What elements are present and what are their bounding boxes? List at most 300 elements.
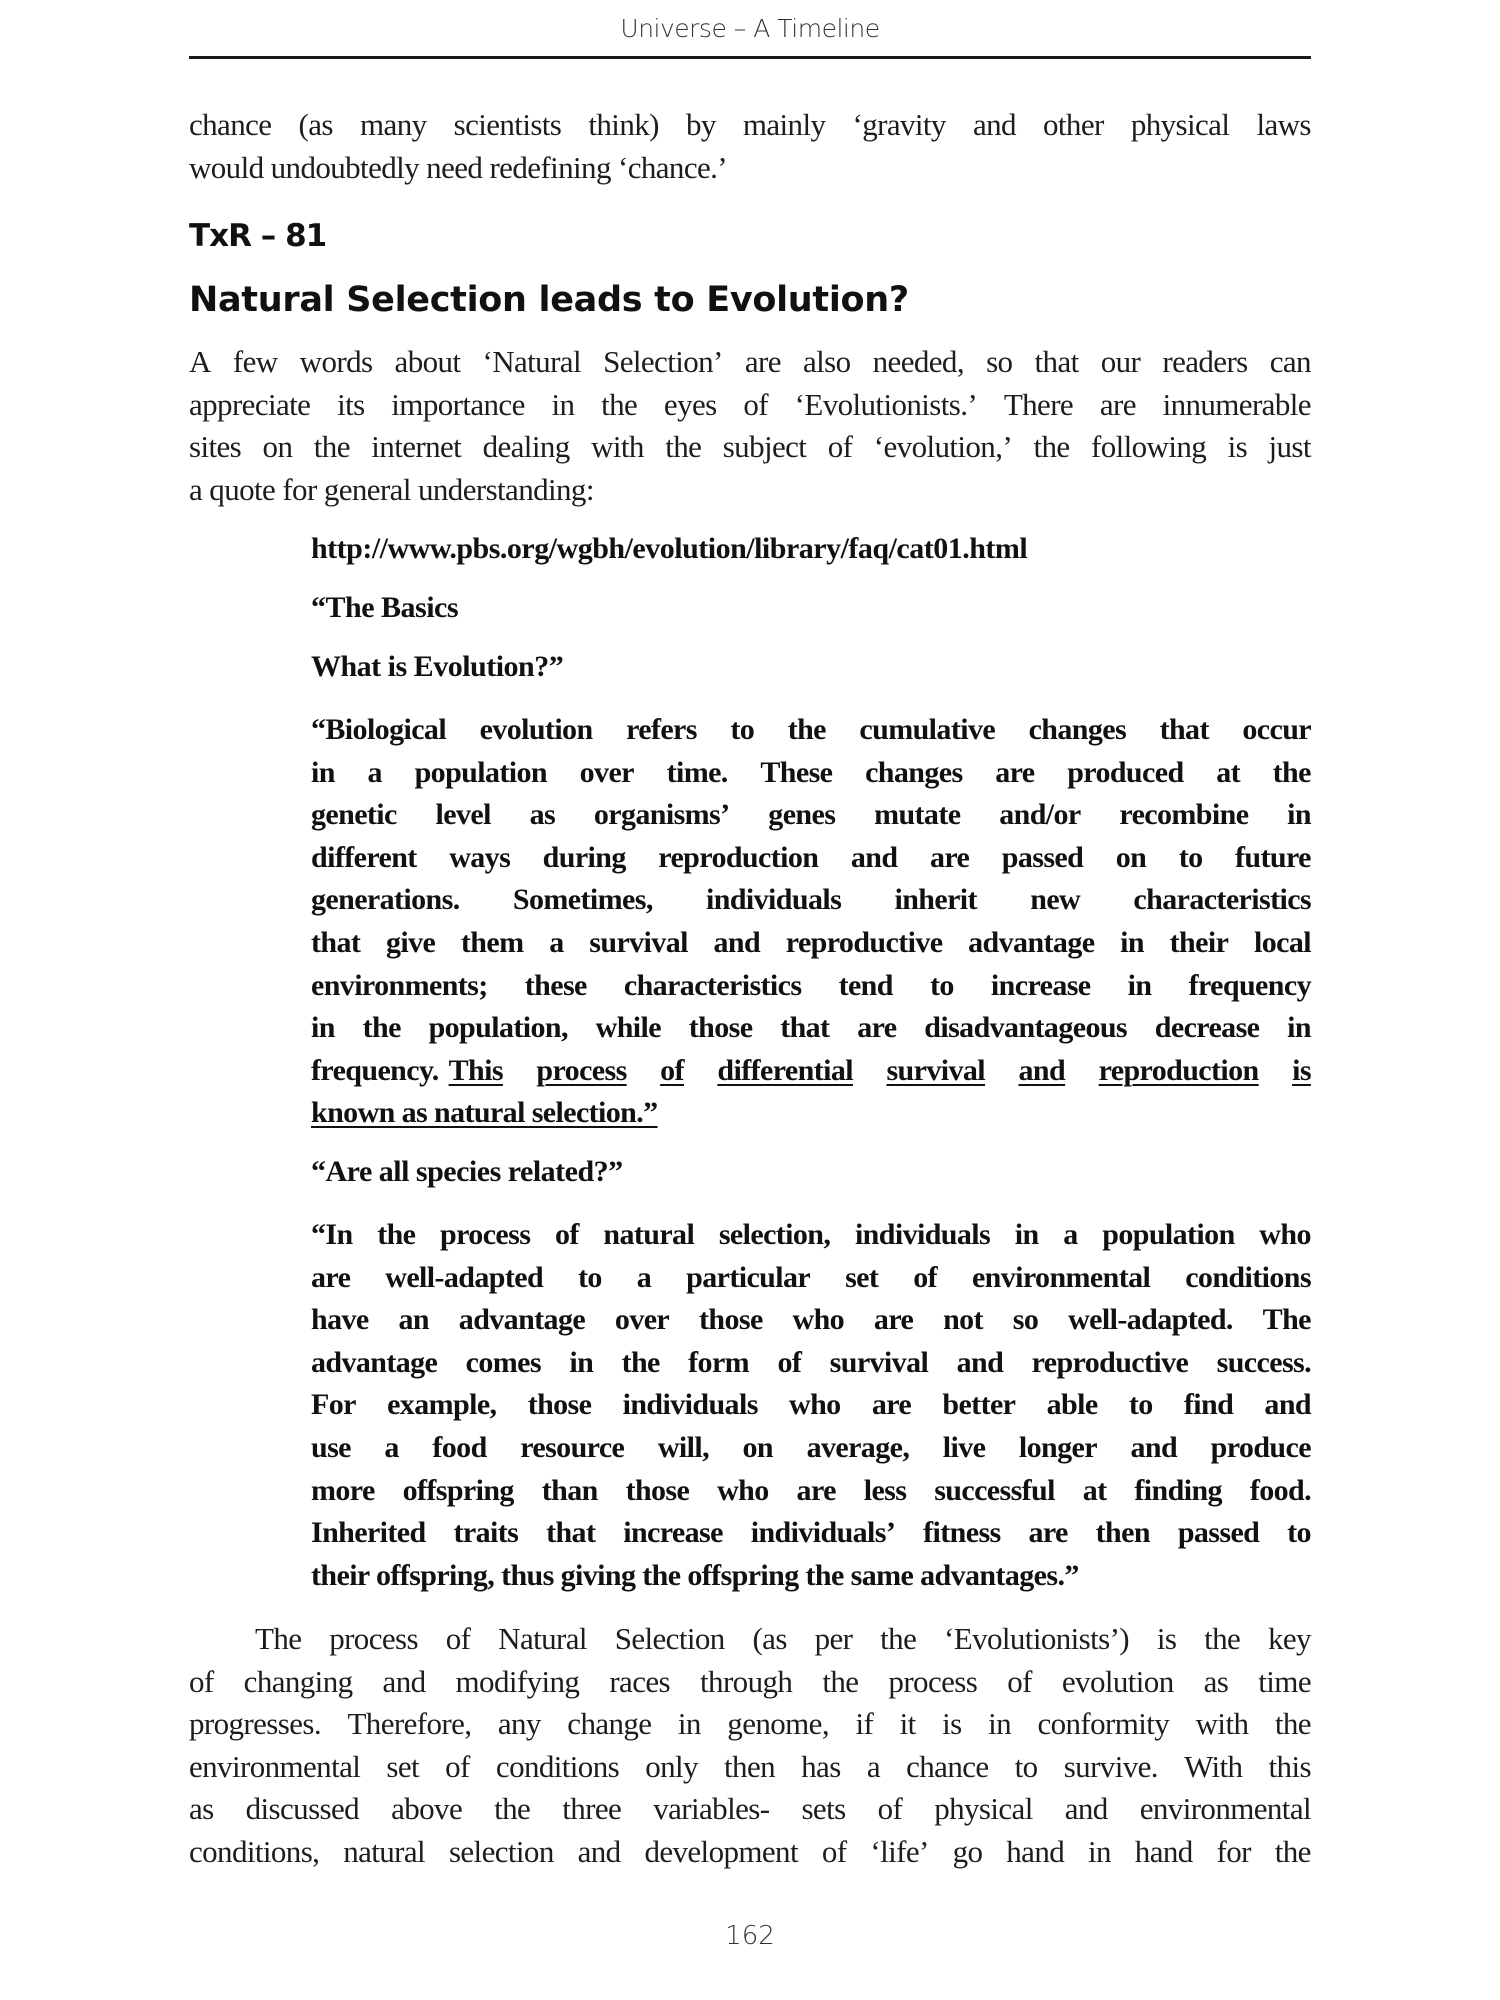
word: are bbox=[929, 840, 970, 874]
word: as bbox=[1203, 1663, 1229, 1699]
word: increase bbox=[623, 1516, 723, 1550]
word: traits bbox=[453, 1516, 519, 1550]
quote-heading-what-is-evolution: What is Evolution?” bbox=[311, 650, 564, 683]
word: the bbox=[313, 429, 350, 465]
word: modifying bbox=[455, 1663, 580, 1699]
word: ‘life’ bbox=[870, 1833, 929, 1869]
word: sites bbox=[189, 429, 242, 465]
word: evolution bbox=[479, 713, 593, 746]
word: and bbox=[1018, 1053, 1066, 1087]
word: sets bbox=[801, 1791, 846, 1827]
quote-heading-species-related: “Are all species related?” bbox=[311, 1155, 623, 1188]
word: in bbox=[1120, 925, 1144, 959]
word: has bbox=[801, 1748, 841, 1784]
word: Sometimes, bbox=[512, 883, 653, 917]
word: natural bbox=[343, 1833, 426, 1869]
word: refers bbox=[626, 713, 697, 746]
word: to bbox=[929, 968, 954, 1002]
word: and bbox=[1264, 1388, 1311, 1422]
word: successful bbox=[934, 1473, 1055, 1507]
word: while bbox=[595, 1011, 661, 1045]
word: also bbox=[803, 344, 851, 379]
word: who bbox=[717, 1473, 769, 1507]
word: the bbox=[362, 1011, 401, 1045]
word: new bbox=[1030, 883, 1081, 917]
word: The bbox=[255, 1621, 302, 1656]
word: as bbox=[189, 1791, 214, 1827]
word: the bbox=[1272, 755, 1311, 789]
word: in bbox=[1127, 968, 1152, 1002]
word: as bbox=[529, 798, 556, 832]
word: to bbox=[1128, 1388, 1153, 1422]
word: innumerable bbox=[1162, 386, 1311, 422]
word: natural bbox=[603, 1218, 695, 1251]
word: is bbox=[1227, 429, 1248, 465]
word: genes bbox=[768, 798, 836, 832]
word: races bbox=[609, 1663, 670, 1699]
word: at bbox=[1082, 1473, 1107, 1507]
word: form bbox=[688, 1345, 750, 1379]
word: decrease bbox=[1154, 1011, 1260, 1045]
quote-line bbox=[311, 1214, 1311, 1257]
word: ways bbox=[449, 840, 511, 874]
word: of bbox=[445, 1621, 471, 1656]
word: advantage bbox=[968, 925, 1095, 959]
word: the bbox=[880, 1621, 917, 1656]
word: are bbox=[1028, 1516, 1068, 1550]
word: passed bbox=[1177, 1516, 1260, 1550]
word: the bbox=[665, 429, 702, 465]
word: process bbox=[440, 1218, 531, 1251]
word: advantage bbox=[458, 1303, 586, 1337]
word: those bbox=[527, 1388, 592, 1422]
word: are bbox=[871, 1388, 912, 1422]
word: on bbox=[1115, 840, 1147, 874]
word: appreciate bbox=[189, 386, 311, 422]
word: more bbox=[311, 1473, 375, 1507]
word: give bbox=[385, 925, 436, 959]
word: time bbox=[1258, 1663, 1311, 1699]
word: a bbox=[367, 755, 382, 789]
word: in bbox=[311, 755, 335, 789]
word: frequency bbox=[1188, 968, 1311, 1002]
word: and bbox=[577, 1833, 621, 1869]
word: an bbox=[398, 1303, 429, 1337]
word: ‘evolution,’ bbox=[873, 429, 1013, 465]
quote-line bbox=[311, 794, 1311, 837]
word: comes bbox=[465, 1345, 541, 1379]
word: any bbox=[497, 1706, 541, 1742]
word: The bbox=[1262, 1303, 1311, 1337]
word: laws bbox=[1256, 107, 1311, 142]
word: set bbox=[845, 1260, 879, 1294]
word: a bbox=[549, 925, 564, 959]
quote-line bbox=[311, 1007, 1311, 1050]
word: population bbox=[414, 755, 547, 789]
source-url: http://www.pbs.org/wgbh/evolution/library/faq/cat01.html bbox=[311, 532, 1028, 565]
word: and bbox=[1064, 1791, 1108, 1827]
word: For bbox=[311, 1388, 356, 1422]
word: of bbox=[743, 386, 768, 422]
word: so bbox=[986, 344, 1013, 379]
word: Therefore, bbox=[347, 1706, 472, 1742]
word: them bbox=[460, 925, 524, 959]
word: of bbox=[554, 1218, 579, 1251]
word: change bbox=[567, 1706, 652, 1742]
word: many bbox=[360, 107, 427, 142]
word: conditions bbox=[1185, 1260, 1311, 1294]
word: conditions bbox=[495, 1748, 620, 1784]
word: are bbox=[311, 1260, 351, 1294]
word: population bbox=[1102, 1218, 1235, 1251]
word: and bbox=[713, 925, 761, 959]
word: of bbox=[445, 1748, 470, 1784]
word: There bbox=[1003, 386, 1074, 422]
word: on bbox=[262, 429, 293, 465]
word: and bbox=[850, 840, 898, 874]
word: who bbox=[792, 1303, 845, 1337]
word: This bbox=[448, 1053, 503, 1087]
underlined-emphasis: known as natural selection.” bbox=[311, 1096, 658, 1130]
word: resource bbox=[520, 1430, 625, 1464]
word: with bbox=[1195, 1706, 1249, 1742]
word: for bbox=[1216, 1833, 1251, 1869]
word: longer bbox=[1018, 1430, 1097, 1464]
word: is bbox=[1292, 1053, 1311, 1087]
word: process bbox=[888, 1663, 978, 1699]
word: other bbox=[1043, 107, 1104, 142]
word: the bbox=[1274, 1833, 1311, 1869]
word: finding bbox=[1134, 1473, 1222, 1507]
word: ‘gravity bbox=[852, 107, 946, 142]
word: advantage bbox=[311, 1345, 438, 1379]
word: the bbox=[1204, 1621, 1241, 1656]
word: that bbox=[1159, 713, 1209, 746]
page-number: 162 bbox=[725, 1921, 775, 1951]
word: survival bbox=[589, 925, 688, 959]
continuation-paragraph bbox=[189, 104, 1311, 189]
word: environmental bbox=[971, 1260, 1151, 1294]
word: scientists bbox=[453, 107, 562, 142]
word: example, bbox=[387, 1388, 497, 1422]
word: words bbox=[299, 344, 373, 379]
word: that bbox=[546, 1516, 596, 1550]
word: “In bbox=[311, 1218, 353, 1251]
word: less bbox=[863, 1473, 907, 1507]
word: through bbox=[700, 1663, 793, 1699]
word: readers bbox=[1162, 344, 1248, 379]
word: food bbox=[432, 1430, 487, 1464]
word: the bbox=[1274, 1706, 1311, 1742]
quote-line bbox=[311, 837, 1311, 880]
quote-line bbox=[311, 1257, 1311, 1300]
header-rule bbox=[189, 56, 1311, 59]
word: individuals bbox=[854, 1218, 991, 1251]
word: hand bbox=[1134, 1833, 1193, 1869]
word: (as bbox=[298, 107, 333, 142]
word: of bbox=[913, 1260, 937, 1294]
word: mutate bbox=[874, 798, 961, 832]
word: characteristics bbox=[1133, 883, 1311, 917]
word: genome, bbox=[727, 1706, 829, 1742]
word: needed, bbox=[872, 344, 964, 379]
word: can bbox=[1269, 344, 1311, 379]
word: a bbox=[384, 1430, 399, 1464]
word: find bbox=[1183, 1388, 1234, 1422]
word: those bbox=[699, 1303, 763, 1337]
word: different bbox=[311, 840, 417, 874]
text-line: would undoubtedly need redefining ‘chance.’ bbox=[189, 149, 728, 185]
word: a bbox=[866, 1748, 880, 1784]
intro-paragraph bbox=[189, 341, 1311, 511]
word: selection bbox=[448, 1833, 554, 1869]
word: variables- bbox=[653, 1791, 770, 1827]
word: environments; bbox=[311, 968, 488, 1002]
word: and bbox=[1130, 1430, 1178, 1464]
word: time. bbox=[666, 755, 728, 789]
word: over bbox=[579, 755, 634, 789]
word: offspring bbox=[402, 1473, 514, 1507]
word: generations. bbox=[311, 883, 460, 917]
word: changing bbox=[243, 1663, 353, 1699]
word: success. bbox=[1216, 1345, 1311, 1379]
word: who bbox=[789, 1388, 841, 1422]
word: are bbox=[744, 344, 781, 379]
word: dealing bbox=[482, 429, 570, 465]
word: (as bbox=[752, 1621, 787, 1656]
quote-paragraph-1 bbox=[311, 709, 1311, 1135]
word: particular bbox=[686, 1260, 811, 1294]
word: individuals bbox=[706, 883, 842, 917]
closing-paragraph bbox=[189, 1618, 1311, 1874]
quote-line bbox=[311, 1384, 1311, 1427]
section-code: TxR – 81 bbox=[189, 218, 327, 254]
text-line bbox=[189, 1661, 1311, 1704]
section-title: Natural Selection leads to Evolution? bbox=[189, 280, 909, 320]
word: to bbox=[730, 713, 755, 746]
word: are bbox=[995, 755, 1035, 789]
word: of bbox=[827, 429, 853, 465]
word: to bbox=[578, 1260, 602, 1294]
word: will, bbox=[657, 1430, 709, 1464]
text-line bbox=[189, 1703, 1311, 1746]
word: is bbox=[942, 1706, 962, 1742]
word: genetic bbox=[311, 798, 397, 832]
word: about bbox=[394, 344, 461, 379]
word: to bbox=[1178, 840, 1203, 874]
text-line: a quote for general understanding: bbox=[189, 471, 594, 507]
word: evolution bbox=[1061, 1663, 1174, 1699]
word: importance bbox=[391, 386, 525, 422]
word: individuals’ bbox=[750, 1516, 896, 1550]
word: With bbox=[1184, 1748, 1243, 1784]
text-line bbox=[189, 1788, 1311, 1831]
word: our bbox=[1100, 344, 1141, 379]
quote-line bbox=[311, 1299, 1311, 1342]
word: use bbox=[311, 1430, 351, 1464]
word: key bbox=[1267, 1621, 1311, 1656]
word: “Biological bbox=[311, 713, 447, 746]
word: environmental bbox=[189, 1748, 361, 1784]
word: in bbox=[1287, 1011, 1311, 1045]
word: able bbox=[1046, 1388, 1098, 1422]
quote-line: their offspring, thus giving the offspring the same advantages.” bbox=[311, 1558, 1079, 1592]
word: and bbox=[972, 107, 1016, 142]
word: disadvantageous bbox=[924, 1011, 1128, 1045]
word: its bbox=[337, 386, 365, 422]
word: in bbox=[551, 386, 575, 422]
word: selection, bbox=[718, 1218, 831, 1251]
word: changes bbox=[1028, 713, 1127, 746]
word: these bbox=[524, 968, 587, 1002]
word: These bbox=[760, 755, 833, 789]
word: internet bbox=[371, 429, 462, 465]
word: process bbox=[536, 1053, 627, 1087]
word: reproduction bbox=[658, 840, 819, 874]
word: and/or bbox=[999, 798, 1081, 832]
word: then bbox=[1095, 1516, 1150, 1550]
word: average, bbox=[806, 1430, 910, 1464]
word: chance bbox=[189, 107, 272, 142]
word: mainly bbox=[742, 107, 826, 142]
word: survival bbox=[886, 1053, 986, 1087]
word: with bbox=[591, 429, 644, 465]
word: development bbox=[644, 1833, 798, 1869]
word: in bbox=[1014, 1218, 1039, 1251]
word: at bbox=[1216, 755, 1240, 789]
word: Natural bbox=[498, 1621, 587, 1656]
text-line bbox=[189, 1618, 1311, 1661]
word: think) bbox=[588, 107, 659, 142]
word: tend bbox=[838, 968, 893, 1002]
word: are bbox=[796, 1473, 836, 1507]
word: reproductive bbox=[1031, 1345, 1189, 1379]
word: have bbox=[311, 1303, 369, 1337]
quote-line bbox=[311, 1427, 1311, 1470]
word: subject bbox=[722, 429, 807, 465]
quote-line bbox=[311, 1470, 1311, 1513]
word: future bbox=[1235, 840, 1311, 874]
word: this bbox=[1268, 1748, 1311, 1784]
word: and bbox=[956, 1345, 1004, 1379]
text-line bbox=[189, 341, 1311, 384]
word: environmental bbox=[1139, 1791, 1311, 1827]
word: than bbox=[541, 1473, 598, 1507]
word: only bbox=[645, 1748, 698, 1784]
running-head: Universe – A Timeline bbox=[620, 14, 880, 43]
word: discussed bbox=[245, 1791, 360, 1827]
word: A bbox=[189, 344, 211, 379]
word: survival bbox=[829, 1345, 929, 1379]
word: of bbox=[189, 1663, 214, 1699]
word: the bbox=[621, 1345, 660, 1379]
quote-heading-basics: “The Basics bbox=[311, 591, 459, 624]
quote-line bbox=[311, 1512, 1311, 1555]
word: Selection’ bbox=[603, 344, 723, 379]
word: that bbox=[311, 925, 361, 959]
word: to bbox=[1287, 1516, 1311, 1550]
word: in bbox=[311, 1011, 335, 1045]
word: following bbox=[1091, 429, 1207, 465]
word: fitness bbox=[923, 1516, 1001, 1550]
word: the bbox=[377, 1218, 416, 1251]
word: ‘Natural bbox=[482, 344, 581, 379]
word: on bbox=[742, 1430, 774, 1464]
word: recombine bbox=[1119, 798, 1249, 832]
word: the bbox=[787, 713, 826, 746]
word: population, bbox=[428, 1011, 568, 1045]
word: produced bbox=[1067, 755, 1184, 789]
word: reproductive bbox=[785, 925, 943, 959]
word: reproduction bbox=[1098, 1053, 1259, 1087]
word: the bbox=[601, 386, 638, 422]
text-line bbox=[189, 426, 1311, 469]
word: physical bbox=[934, 1791, 1033, 1827]
word: individuals bbox=[622, 1388, 758, 1422]
word: set bbox=[386, 1748, 420, 1784]
word: Inherited bbox=[311, 1516, 426, 1550]
word: a bbox=[636, 1260, 652, 1294]
word: the bbox=[1033, 429, 1070, 465]
word: characteristics bbox=[623, 968, 802, 1002]
word: live bbox=[942, 1430, 986, 1464]
word: increase bbox=[990, 968, 1091, 1002]
word: of bbox=[1007, 1663, 1032, 1699]
quote-line bbox=[311, 1092, 1311, 1135]
word: in bbox=[677, 1706, 701, 1742]
word: local bbox=[1253, 925, 1311, 959]
quote-line bbox=[311, 879, 1311, 922]
word: well-adapted bbox=[385, 1260, 544, 1294]
word: well-adapted. bbox=[1068, 1303, 1233, 1337]
word: physical bbox=[1130, 107, 1230, 142]
word: not bbox=[943, 1303, 983, 1337]
word: who bbox=[1259, 1218, 1311, 1251]
word: eyes bbox=[663, 386, 717, 422]
text-line bbox=[189, 104, 1311, 147]
word: produce bbox=[1210, 1430, 1311, 1464]
word: it bbox=[899, 1706, 916, 1742]
word: of bbox=[821, 1833, 847, 1869]
word: over bbox=[614, 1303, 670, 1337]
word: by bbox=[685, 107, 716, 142]
quote-text-plain: frequency. bbox=[311, 1053, 439, 1087]
word: of bbox=[877, 1791, 903, 1827]
word: level bbox=[435, 798, 491, 832]
quote-line bbox=[311, 922, 1311, 965]
word: that bbox=[1034, 344, 1079, 379]
word: ‘Evolutionists’) bbox=[944, 1621, 1130, 1656]
word: just bbox=[1268, 429, 1311, 465]
word: per bbox=[814, 1621, 853, 1656]
word: above bbox=[391, 1791, 463, 1827]
word: changes bbox=[865, 755, 963, 789]
word: progresses. bbox=[189, 1706, 322, 1742]
word: process bbox=[329, 1621, 418, 1656]
underlined-emphasis bbox=[449, 1050, 1311, 1093]
word: during bbox=[542, 840, 626, 874]
word: differential bbox=[717, 1053, 853, 1087]
quote-line-mixed bbox=[311, 1050, 1311, 1093]
word: those bbox=[688, 1011, 753, 1045]
word: of bbox=[777, 1345, 802, 1379]
word: so bbox=[1012, 1303, 1039, 1337]
word: are bbox=[1099, 386, 1136, 422]
word: survive. bbox=[1063, 1748, 1158, 1784]
word: that bbox=[780, 1011, 830, 1045]
quote-line bbox=[311, 752, 1311, 795]
quote-line bbox=[311, 965, 1311, 1008]
